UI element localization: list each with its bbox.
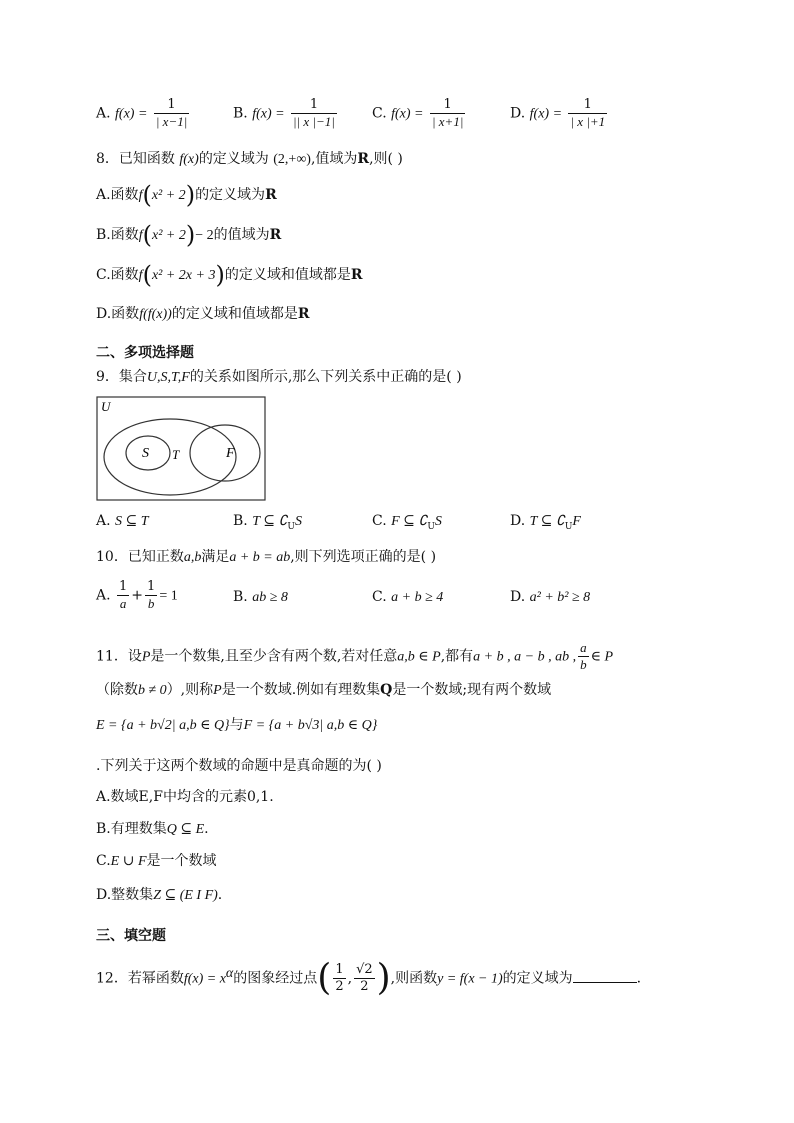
q11-stem-line-2: （除数b ≠ 0）,则称P是一个数域.例如有理数集Q是一个数域;现有两个数域 bbox=[96, 682, 552, 698]
fraction: $\frac{1}{|| x |-1|}$ bbox=[293, 97, 335, 129]
fraction: $\frac{1}{a}$ bbox=[119, 579, 128, 611]
label-t: T bbox=[172, 447, 180, 462]
q11-option-b: B.有理数集Q ⊆ E. bbox=[96, 821, 209, 837]
q9-option-d: D. T ⊆ $∁_UF$ bbox=[510, 513, 581, 532]
q8-option-d: D.函数f(f(x))的定义域和值域都是R bbox=[96, 306, 310, 322]
section-heading-fill-in: 三、填空题 bbox=[96, 928, 166, 944]
q10-option-a: A. $\frac{1}{a}$ + $\frac{1}{b}$ = 1 bbox=[96, 579, 178, 611]
fraction: $\frac{1}{2}$ bbox=[335, 962, 344, 994]
q11-stem-line-4: .下列关于这两个数域的命题中是真命题的为( ) bbox=[96, 758, 382, 774]
q10-option-c: C. a + b ≥ 4 bbox=[372, 589, 444, 605]
fraction: $\frac{1}{b}$ bbox=[147, 579, 156, 611]
q11-option-d: D.整数集Z ⊆ (E Ι F). bbox=[96, 887, 223, 903]
q7-option-c: C. f(x) = $\frac{1}{| x+1|}$ bbox=[372, 97, 464, 129]
q7-option-a: A. f(x) = $\frac{1}{| x-1|}$ bbox=[96, 97, 188, 129]
section-heading-multiple-choice: 二、多项选择题 bbox=[96, 345, 194, 361]
q11-stem-line-3: E = {a + b√2| a,b ∈ Q}与F = {a + b√3| a,b ∈ Q} bbox=[96, 717, 378, 733]
q9-stem: 9．集合U,S,T,F的关系如图所示,那么下列关系中正确的是( ) bbox=[96, 369, 462, 385]
q7-option-b: B. f(x) = $\frac{1}{|| x |-1|}$ bbox=[233, 97, 335, 129]
q8-option-b: B.函数f(x² + 2)− 2的值域为R bbox=[96, 221, 282, 249]
label-s: S bbox=[142, 446, 149, 461]
fraction: $\frac{a}{b}$ bbox=[580, 640, 587, 672]
q10-option-d: D. a² + b² ≥ 8 bbox=[510, 589, 591, 605]
q9-option-c: C. F ⊆ $∁_US$ bbox=[372, 513, 442, 532]
q10-option-b: B. ab ≥ 8 bbox=[233, 589, 288, 605]
q10-stem: 10．已知正数a,b满足a + b = ab,则下列选项正确的是( ) bbox=[96, 549, 437, 565]
q9-option-a: A. S ⊆ T bbox=[96, 513, 149, 529]
q11-stem-line-1: 11．设P是一个数集,且至少含有两个数,若对任意a,b ∈ P,都有a + b , a − b , ab , $\frac{a}{b}$ ∈ P bbox=[96, 640, 613, 672]
universal-set-box bbox=[97, 397, 265, 500]
q11-option-c: C.E ∪ F是一个数域 bbox=[96, 853, 217, 869]
set-f-ellipse bbox=[190, 425, 260, 481]
fraction: $\frac{1}{| x+1|}$ bbox=[431, 97, 464, 129]
venn-diagram bbox=[96, 396, 268, 502]
fraction: $\frac{1}{| x-1|}$ bbox=[155, 97, 188, 129]
q12-stem: 12．若幂函数$f(x) = x^\alpha$的图象经过点( $\frac{1}{2}$ , $\frac{√2}{2}$ ),则函数y = f(x − 1)的定义域为 . bbox=[96, 957, 642, 999]
fraction: $\frac{1}{| x |+1}$ bbox=[570, 97, 606, 129]
q8-option-a: A.函数f(x² + 2)的定义域为R bbox=[96, 181, 277, 209]
q8-option-c: C.函数f(x² + 2x + 3)的定义域和值域都是R bbox=[96, 261, 363, 289]
label-f: F bbox=[226, 446, 235, 461]
answer-blank[interactable] bbox=[573, 968, 637, 983]
fraction: $\frac{√2}{2}$ bbox=[356, 962, 373, 994]
q11-option-a: A.数域E,F中均含的元素0,1. bbox=[96, 789, 274, 805]
q9-option-b: B. T ⊆ $∁_US$ bbox=[233, 513, 302, 532]
q8-stem: 8．已知函数 f(x)的定义域为 (2,+∞),值域为R,则( ) bbox=[96, 151, 403, 167]
label-u: U bbox=[101, 399, 111, 414]
q7-option-d: D. f(x) = $\frac{1}{| x |+1}$ bbox=[510, 97, 606, 129]
